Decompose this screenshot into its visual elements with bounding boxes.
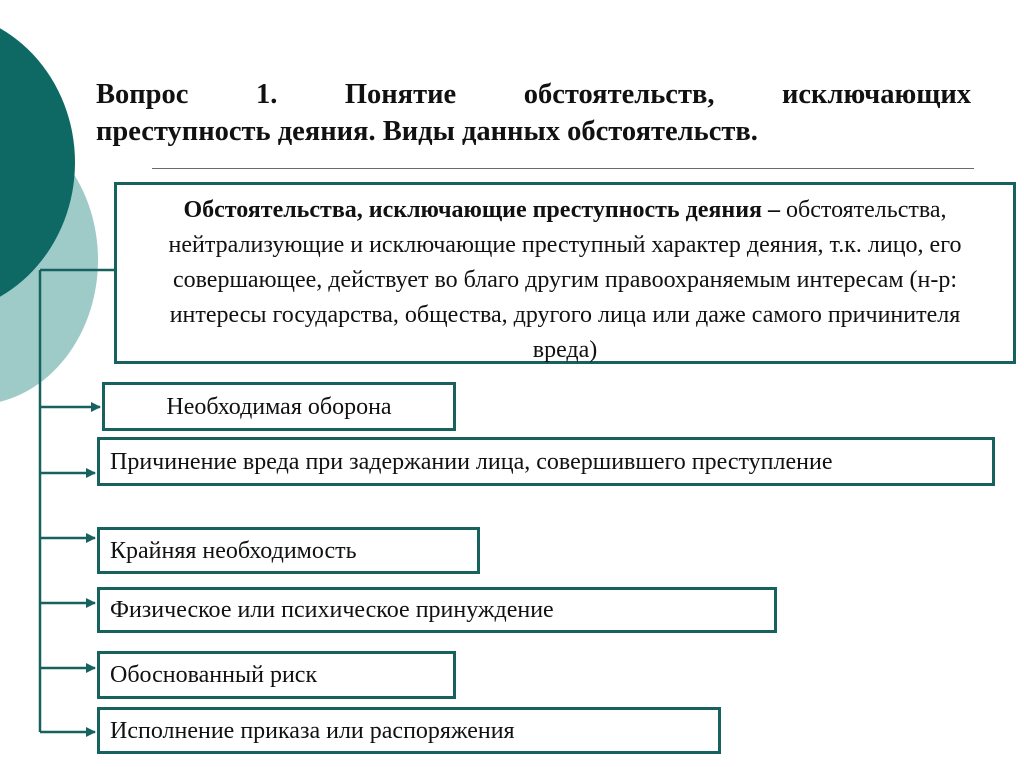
type-label: Физическое или психическое принуждение xyxy=(110,597,554,623)
type-box-necessary-defense xyxy=(102,382,456,431)
type-label: Крайняя необходимость xyxy=(110,537,357,564)
type-label: Исполнение приказа или распоряжения xyxy=(110,717,515,744)
definition-box xyxy=(114,182,1016,364)
type-box-extreme-necessity xyxy=(97,527,480,574)
type-box-harm-during-detention xyxy=(97,437,995,486)
definition-term: Обстоятельства, исключающие преступность деяния – xyxy=(183,197,781,223)
type-label: Необходимая оборона xyxy=(166,393,392,420)
type-label: Обоснованный риск xyxy=(110,662,318,688)
type-box-executing-order xyxy=(97,707,721,754)
slide-title-line-1: Вопрос 1. Понятие обстоятельств, исключающих xyxy=(96,79,971,110)
slide-title-line-2: преступность деяния. Виды данных обстоятельств. xyxy=(96,116,758,147)
type-box-justified-risk xyxy=(97,651,456,699)
type-box-coercion xyxy=(97,587,777,633)
type-label: Причинение вреда при задержании лица, совершившего преступление xyxy=(110,448,833,475)
definition-text: обстоятельства, нейтрализующие и исключающие преступный характер деяния, т.к. лицо, его совершающее, действует во благо другим правоохраняемым интересам (н-р: интересы государства, общества, другого лица или даже самого причинителя вреда) xyxy=(168,197,962,363)
